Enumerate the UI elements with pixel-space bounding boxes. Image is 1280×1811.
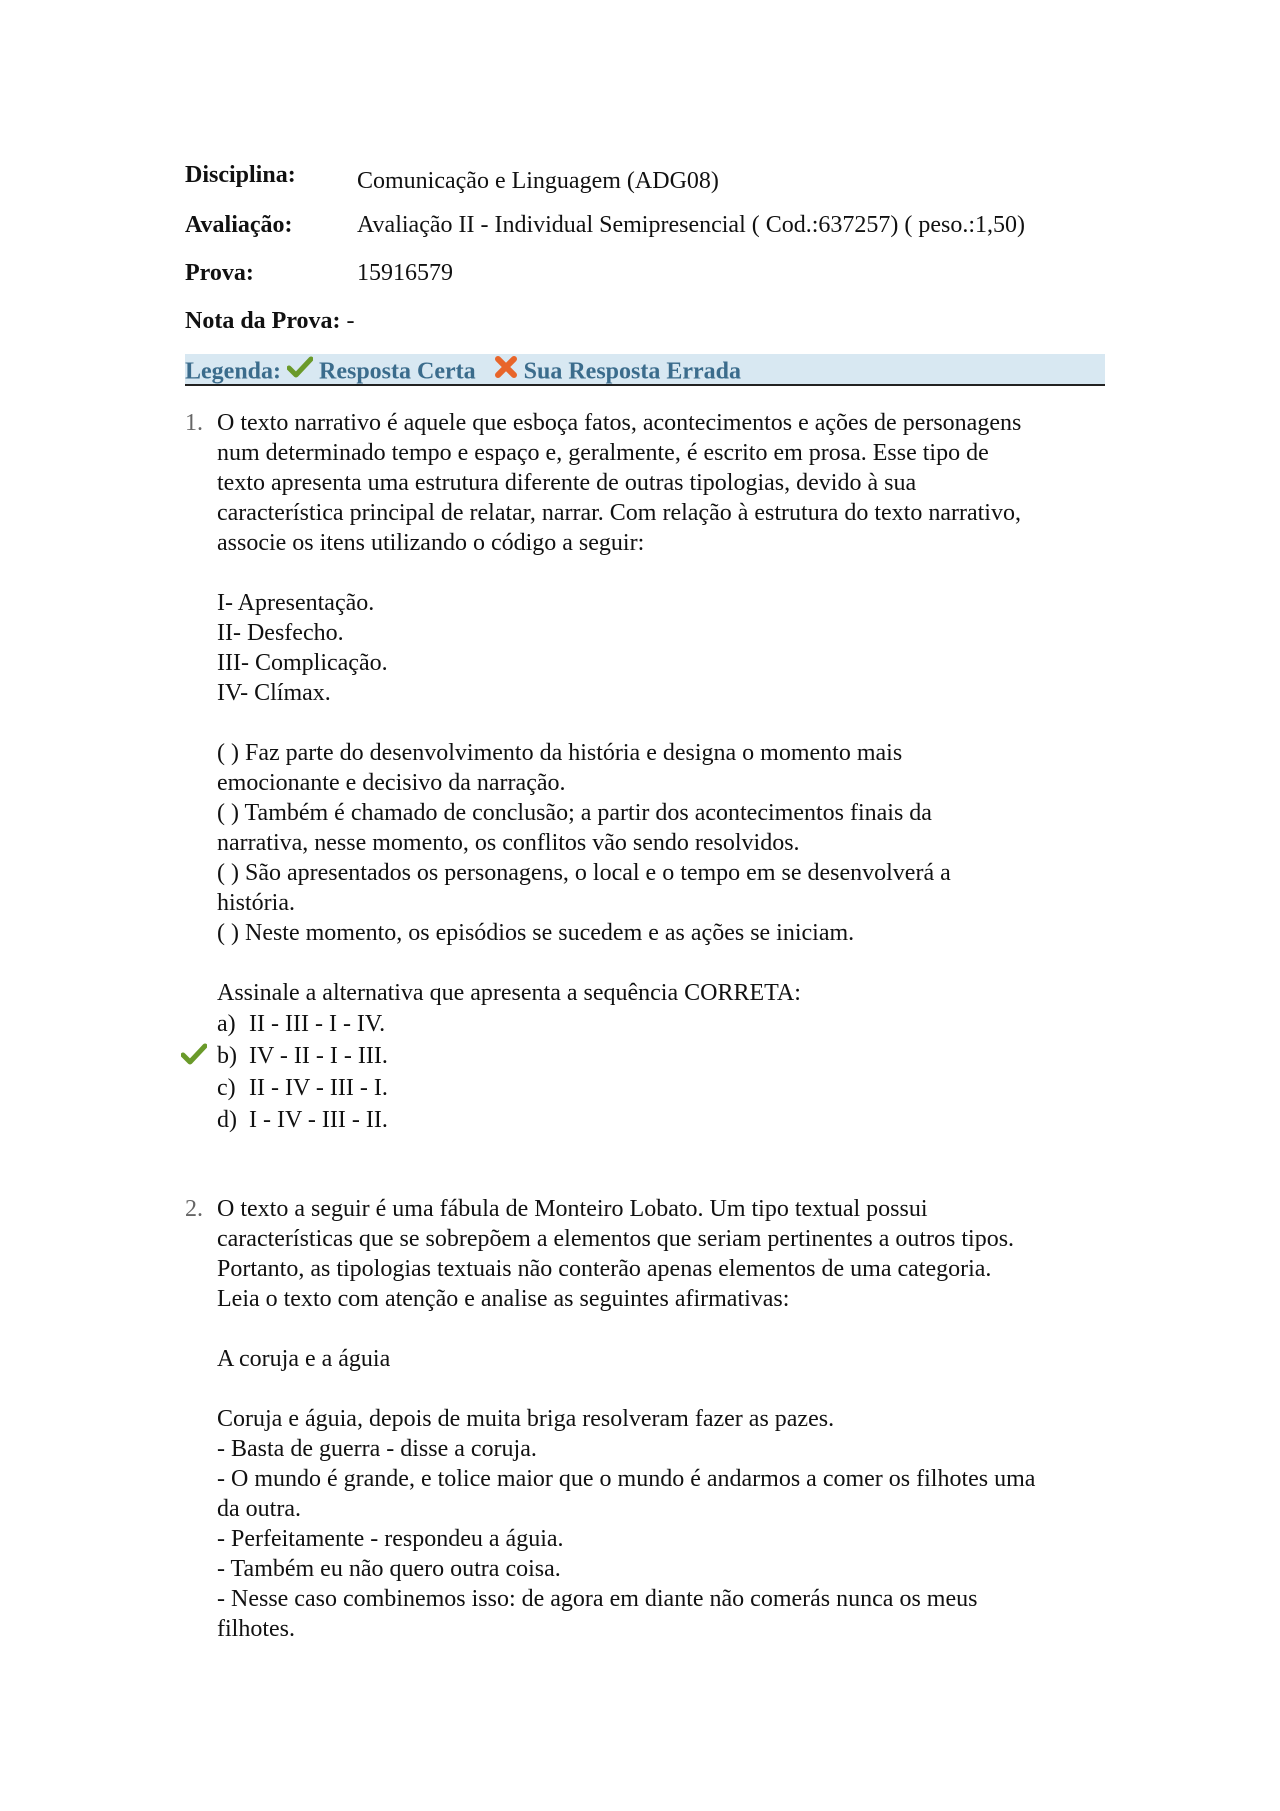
option-text: I - IV - III - II. bbox=[249, 1107, 388, 1133]
question-text-line: Portanto, as tipologias textuais não conterão apenas elementos de uma categoria. bbox=[217, 1256, 992, 1282]
fable-line: filhotes. bbox=[217, 1616, 295, 1642]
question-text-line: O texto narrativo é aquele que esboça fatos, acontecimentos e ações de personagens bbox=[217, 410, 1022, 436]
correct-check-icon bbox=[181, 1042, 207, 1074]
code-item: I- Apresentação. bbox=[217, 590, 375, 616]
option-d[interactable] bbox=[217, 1104, 1105, 1136]
code-item: II- Desfecho. bbox=[217, 620, 344, 646]
option-b[interactable] bbox=[217, 1040, 1105, 1072]
nota-value: - bbox=[346, 308, 355, 334]
prova-value: 15916579 bbox=[357, 260, 453, 286]
avaliacao-label: Avaliação: bbox=[185, 212, 293, 238]
fable-line: - Perfeitamente - respondeu a águia. bbox=[217, 1526, 564, 1552]
legend-wrong-label: Sua Resposta Errada bbox=[523, 358, 741, 385]
statement-line: história. bbox=[217, 890, 295, 916]
code-item: IV- Clímax. bbox=[217, 680, 331, 706]
option-text: II - III - I - IV. bbox=[249, 1011, 386, 1037]
prova-label: Prova: bbox=[185, 260, 254, 286]
nota-label bbox=[185, 306, 355, 336]
statement-line: ( ) Também é chamado de conclusão; a partir dos acontecimentos finais da bbox=[217, 800, 932, 826]
question-text-line: características que se sobrepõem a elementos que seriam pertinentes a outros tipos. bbox=[217, 1226, 1015, 1252]
disciplina-label: Disciplina: bbox=[185, 162, 296, 188]
question-body bbox=[217, 1194, 1105, 1644]
fable-title: A coruja e a águia bbox=[217, 1346, 391, 1372]
x-icon bbox=[494, 355, 518, 387]
fable-line: - Nesse caso combinemos isso: de agora em diante não comerás nunca os meus bbox=[217, 1586, 978, 1612]
option-letter: a) bbox=[217, 1011, 236, 1037]
option-text: IV - II - I - III. bbox=[249, 1043, 388, 1069]
question-text-line: Leia o texto com atenção e analise as seguintes afirmativas: bbox=[217, 1286, 790, 1312]
legend-bar bbox=[185, 354, 1105, 386]
question-number: 2. bbox=[185, 1196, 203, 1222]
check-icon bbox=[287, 355, 313, 387]
fable-line: - Basta de guerra - disse a coruja. bbox=[217, 1436, 537, 1462]
question-text-line: associe os itens utilizando o código a seguir: bbox=[217, 530, 645, 556]
fable-line: - Também eu não quero outra coisa. bbox=[217, 1556, 561, 1582]
question-number: 1. bbox=[185, 410, 203, 436]
question-text-line: característica principal de relatar, narrar. Com relação à estrutura do texto narrativo, bbox=[217, 500, 1021, 526]
fable-line: Coruja e águia, depois de muita briga resolveram fazer as pazes. bbox=[217, 1406, 835, 1432]
option-letter: b) bbox=[217, 1043, 237, 1069]
statement-line: emocionante e decisivo da narração. bbox=[217, 770, 566, 796]
option-c[interactable] bbox=[217, 1072, 1105, 1104]
statement-line: ( ) Neste momento, os episódios se sucedem e as ações se iniciam. bbox=[217, 920, 855, 946]
legend-label: Legenda: bbox=[185, 358, 281, 385]
avaliacao-value: Avaliação II - Individual Semipresencial ( Cod.:637257) ( peso.:1,50) bbox=[357, 212, 1026, 238]
question-prompt: Assinale a alternativa que apresenta a sequência CORRETA: bbox=[217, 980, 801, 1006]
disciplina-value: Comunicação e Linguagem (ADG08) bbox=[357, 168, 719, 194]
option-letter: d) bbox=[217, 1107, 237, 1133]
nota-label-text: Nota da Prova: bbox=[185, 308, 341, 334]
question-body bbox=[217, 408, 1105, 1136]
option-a[interactable] bbox=[217, 1008, 1105, 1040]
code-item: III- Complicação. bbox=[217, 650, 388, 676]
statement-line: narrativa, nesse momento, os conflitos vão sendo resolvidos. bbox=[217, 830, 800, 856]
legend-correct-label: Resposta Certa bbox=[319, 358, 476, 385]
statement-line: ( ) Faz parte do desenvolvimento da história e designa o momento mais bbox=[217, 740, 903, 766]
question-text-line: texto apresenta uma estrutura diferente de outras tipologias, devido à sua bbox=[217, 470, 917, 496]
statement-line: ( ) São apresentados os personagens, o local e o tempo em se desenvolverá a bbox=[217, 860, 951, 886]
fable-line: - O mundo é grande, e tolice maior que o mundo é andarmos a comer os filhotes uma bbox=[217, 1466, 1036, 1492]
question-text-line: num determinado tempo e espaço e, geralmente, é escrito em prosa. Esse tipo de bbox=[217, 440, 989, 466]
option-text: II - IV - III - I. bbox=[249, 1075, 388, 1101]
question-text-line: O texto a seguir é uma fábula de Monteiro Lobato. Um tipo textual possui bbox=[217, 1196, 928, 1222]
option-letter: c) bbox=[217, 1075, 236, 1101]
fable-line: da outra. bbox=[217, 1496, 301, 1522]
